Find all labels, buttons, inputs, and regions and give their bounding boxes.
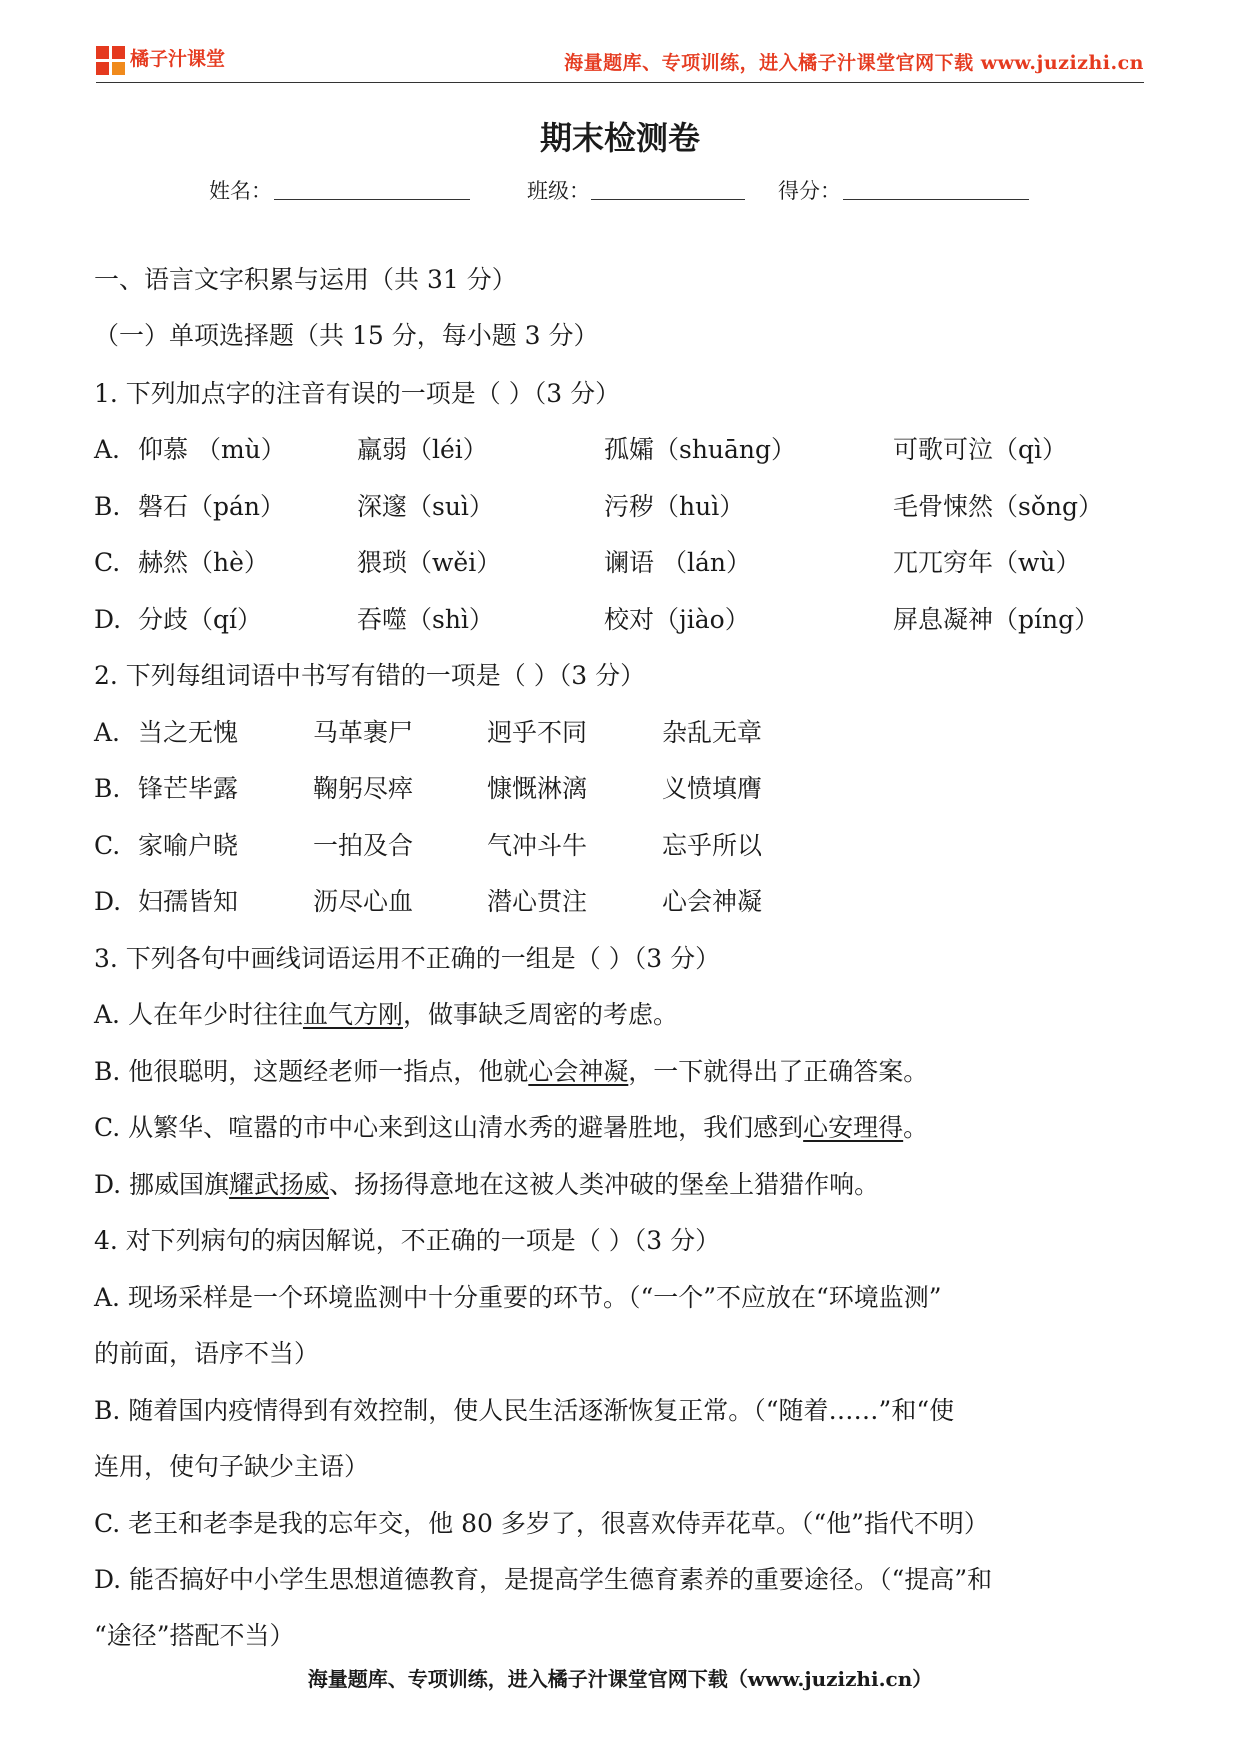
option-label: D.: [94, 887, 122, 916]
option-label: B.: [94, 774, 121, 803]
page-footer: 海量题库、专项训练，进入橘子汁课堂官网下载（www.juzizhi.cn）: [307, 1667, 933, 1691]
q3-option: [94, 1056, 928, 1088]
option-item: 深邃（suì）: [357, 492, 494, 521]
option-item: 赫然（hè）: [138, 548, 269, 577]
option-text: 。: [903, 1113, 929, 1142]
option-text: B. 他很聪明，这题经老师一指点，他就: [94, 1057, 529, 1086]
option-text: ，做事缺乏周密的考虑。: [402, 1000, 678, 1029]
q4-option-line: B. 随着国内疫情得到有效控制，使人民生活逐渐恢复正常。（“随着……”和“使: [94, 1396, 955, 1425]
class-label: 班级：: [527, 179, 590, 203]
option-item: 校对（jiào）: [604, 605, 750, 634]
option-label: D.: [94, 605, 122, 634]
option-item: 仰慕 （mù）: [138, 435, 286, 464]
score-label: 得分：: [778, 179, 841, 203]
option-item: 孤孀（shuāng）: [604, 435, 797, 464]
option-item: 猥琐（wěi）: [357, 548, 502, 577]
option-item: 马革裹尸: [313, 718, 414, 747]
option-item: 义愤填膺: [662, 774, 763, 803]
subsection-heading: （一）单项选择题（共 15 分，每小题 3 分）: [94, 321, 599, 350]
header-banner: 海量题库、专项训练，进入橘子汁课堂官网下载 www.juzizhi.cn: [564, 52, 1144, 74]
option-item: 家喻户晓: [138, 831, 239, 860]
q3-option: [94, 1112, 928, 1144]
q4-option-line: A. 现场采样是一个环境监测中十分重要的环节。（“一个”不应放在“环境监测”: [94, 1283, 942, 1312]
option-text: A. 人在年少时往往: [94, 1000, 303, 1029]
q4-option-line: 连用，使句子缺少主语）: [94, 1452, 370, 1481]
option-text: 、扬扬得意地在这被人类冲破的堡垒上猎猎作响。: [329, 1170, 880, 1199]
question-4-stem: 4. 对下列病句的病因解说，不正确的一项是（ ）（3 分）: [94, 1226, 721, 1255]
option-item: 污秽（huì）: [604, 492, 745, 521]
underlined-phrase: 心安理得: [803, 1113, 904, 1142]
question-1-stem: 1. 下列加点字的注音有误的一项是（ ）（3 分）: [94, 379, 621, 408]
option-item: 吞噬（shì）: [357, 605, 494, 634]
option-item: 屏息凝神（píng）: [893, 605, 1100, 634]
section-heading: 一、语言文字积累与运用（共 31 分）: [94, 265, 517, 294]
option-item: 气冲斗牛: [487, 831, 588, 860]
option-label: C.: [94, 831, 121, 860]
q4-option-line: D. 能否搞好中小学生思想道德教育，是提高学生德育素养的重要途径。（“提高”和: [94, 1565, 993, 1594]
header-divider: [96, 82, 1144, 83]
question-3-stem: 3. 下列各句中画线词语运用不正确的一组是（ ）（3 分）: [94, 944, 721, 973]
logo-icon: [96, 46, 126, 76]
option-item: 沥尽心血: [313, 887, 414, 916]
option-label: C.: [94, 548, 121, 577]
q3-option: [94, 999, 678, 1031]
option-item: 慷慨淋漓: [487, 774, 588, 803]
option-item: 一拍及合: [313, 831, 414, 860]
option-item: 毛骨悚然（sǒng）: [893, 492, 1103, 521]
option-item: 羸弱（léi）: [357, 435, 488, 464]
option-label: A.: [94, 718, 121, 747]
option-item: 谰语 （lán）: [604, 548, 751, 577]
page-title: 期末检测卷: [539, 119, 700, 157]
q4-option-line: “途径”搭配不当）: [94, 1621, 295, 1650]
option-item: 可歌可泣（qì）: [893, 435, 1067, 464]
logo-text: 橘子汁课堂: [130, 48, 226, 70]
question-2-stem: 2. 下列每组词语中书写有错的一项是（ ）（3 分）: [94, 661, 646, 690]
q3-option: [94, 1169, 879, 1201]
option-item: 迥乎不同: [487, 718, 588, 747]
option-item: 忘乎所以: [662, 831, 763, 860]
option-item: 潜心贯注: [487, 887, 588, 916]
score-field[interactable]: [843, 199, 1029, 200]
underlined-phrase: 血气方刚: [302, 1000, 403, 1029]
class-field[interactable]: [591, 199, 745, 200]
underlined-phrase: 心会神凝: [528, 1057, 629, 1086]
option-item: 杂乱无章: [662, 718, 763, 747]
name-field[interactable]: [274, 199, 470, 200]
option-text: D. 挪威国旗: [94, 1170, 230, 1199]
option-item: 磐石（pán）: [138, 492, 286, 521]
option-text: C. 从繁华、喧嚣的市中心来到这山清水秀的避暑胜地，我们感到: [94, 1113, 804, 1142]
name-label: 姓名：: [209, 179, 272, 203]
option-item: 心会神凝: [662, 887, 763, 916]
option-item: 当之无愧: [138, 718, 239, 747]
option-item: 兀兀穷年（wù）: [893, 548, 1081, 577]
q4-option-line: 的前面，语序不当）: [94, 1339, 320, 1368]
option-item: 分歧（qí）: [138, 605, 262, 634]
option-item: 妇孺皆知: [138, 887, 239, 916]
option-item: 锋芒毕露: [138, 774, 239, 803]
option-label: B.: [94, 492, 121, 521]
option-label: A.: [94, 435, 121, 464]
option-text: ，一下就得出了正确答案。: [628, 1057, 929, 1086]
underlined-phrase: 耀武扬威: [229, 1170, 330, 1199]
option-item: 鞠躬尽瘁: [313, 774, 414, 803]
q4-option-line: C. 老王和老李是我的忘年交，他 80 多岁了，很喜欢侍弄花草。（“他”指代不明）: [94, 1509, 989, 1538]
